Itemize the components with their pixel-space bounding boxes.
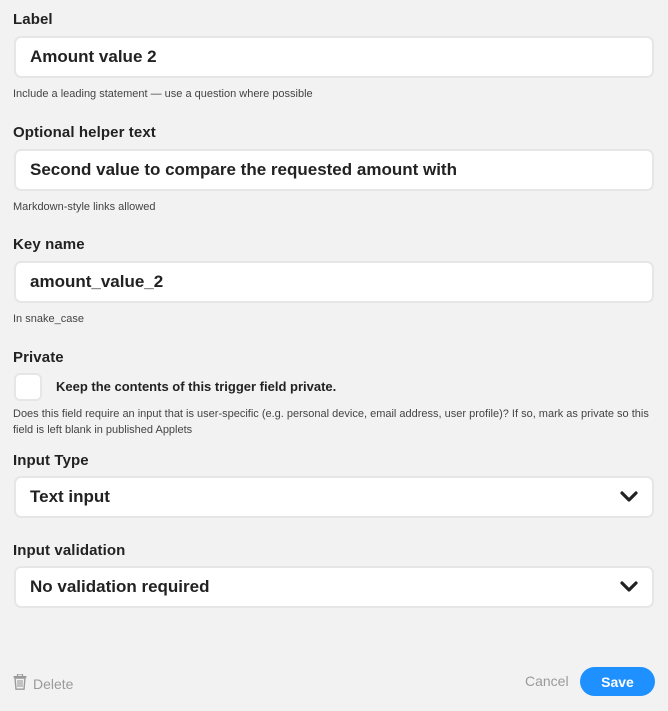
key-name-help-text: In snake_case xyxy=(13,313,84,325)
label-field-label: Label xyxy=(13,11,53,28)
key-name-field-label: Key name xyxy=(13,236,85,253)
delete-label: Delete xyxy=(33,675,74,692)
private-field-label: Private xyxy=(13,349,64,366)
label-input[interactable]: Amount value 2 xyxy=(14,36,654,78)
trash-icon xyxy=(13,674,27,693)
input-type-select[interactable] xyxy=(14,476,654,518)
chevron-down-icon xyxy=(620,581,638,593)
key-name-input[interactable]: amount_value_2 xyxy=(14,261,654,303)
cancel-button[interactable]: Cancel xyxy=(525,673,569,689)
save-button[interactable]: Save xyxy=(580,667,655,696)
chevron-down-icon xyxy=(620,491,638,503)
helper-text-help-text: Markdown-style links allowed xyxy=(13,201,156,213)
helper-text-input[interactable]: Second value to compare the requested amount with xyxy=(14,149,654,191)
private-checkbox-label[interactable]: Keep the contents of this trigger field private. xyxy=(56,379,337,394)
delete-button[interactable] xyxy=(13,674,73,693)
label-help-text: Include a leading statement — use a question where possible xyxy=(13,88,313,100)
input-validation-field-label: Input validation xyxy=(13,542,126,559)
input-validation-select[interactable] xyxy=(14,566,654,608)
input-validation-selected-value: No validation required xyxy=(30,577,210,596)
private-help-text: Does this field require an input that is user-specific (e.g. personal device, email address, user profile)? If so, mark as private so this field is left blank in published Applets xyxy=(13,408,649,436)
input-type-selected-value: Text input xyxy=(30,487,110,506)
input-type-field-label: Input Type xyxy=(13,452,89,469)
helper-text-field-label: Optional helper text xyxy=(13,124,156,141)
private-checkbox[interactable] xyxy=(14,373,42,401)
